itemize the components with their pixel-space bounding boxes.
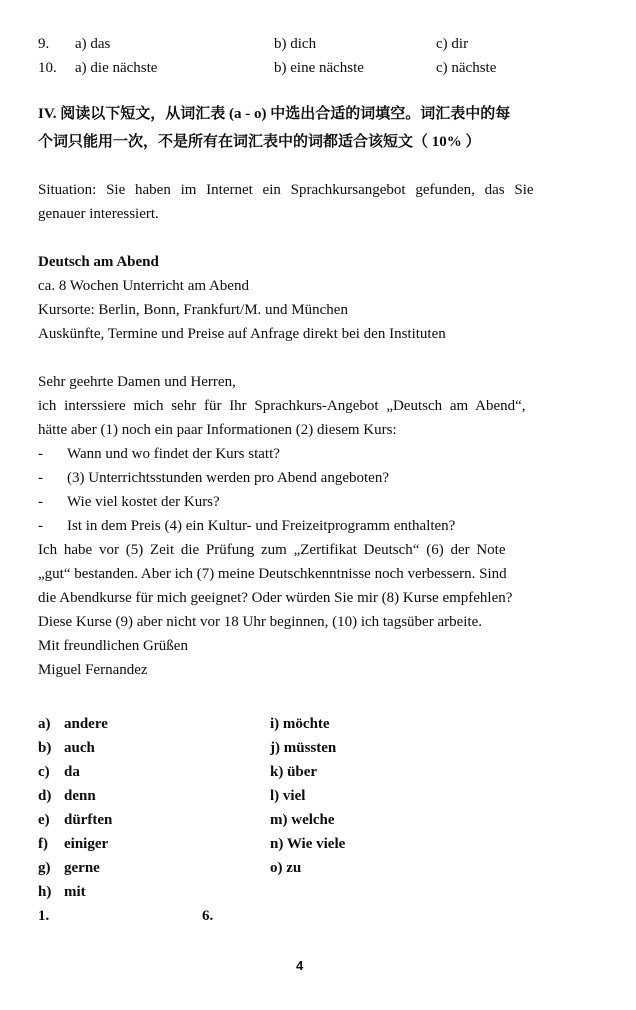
bullet-dash: - bbox=[38, 494, 43, 510]
bullet-item bbox=[38, 442, 598, 466]
question-number: 9. bbox=[38, 36, 50, 52]
option-c: c) nächste bbox=[436, 60, 497, 76]
vocab-word: einiger bbox=[64, 836, 109, 852]
situation-line-2: genauer interessiert. bbox=[38, 206, 159, 222]
vocab-item: o) zu bbox=[270, 860, 302, 876]
vocab-item bbox=[38, 736, 238, 760]
section-iv-instructions bbox=[38, 100, 598, 156]
bullet-dash: - bbox=[38, 470, 43, 486]
letter-line: Diese Kurse (9) aber nicht vor 18 Uhr beginnen, (10) ich tagsüber arbeite. bbox=[38, 614, 483, 630]
letter-signature: Miguel Fernandez bbox=[38, 662, 148, 678]
letter-line: „gut“ bestanden. Aber ich (7) meine Deutschkenntnisse noch verbessern. Sind bbox=[38, 566, 507, 582]
option-b: b) eine nächste bbox=[274, 60, 364, 76]
option-a: a) die nächste bbox=[75, 60, 158, 76]
vocab-item bbox=[38, 832, 238, 856]
vocab-letter: e) bbox=[38, 812, 50, 828]
bullet-text: Ist in dem Preis (4) ein Kultur- und Freizeitprogramm enthalten? bbox=[67, 518, 456, 534]
mc-question-9 bbox=[38, 32, 618, 56]
bullet-dash: - bbox=[38, 446, 43, 462]
vocab-letter: a) bbox=[38, 716, 51, 732]
vocab-word: andere bbox=[64, 716, 108, 732]
option-a: a) das bbox=[75, 36, 111, 52]
vocab-item bbox=[38, 856, 238, 880]
vocab-letter: f) bbox=[38, 836, 48, 852]
answer-slot-1: 1. bbox=[38, 908, 50, 924]
vocab-item bbox=[38, 712, 238, 736]
vocab-item bbox=[38, 760, 238, 784]
letter-salutation: Sehr geehrte Damen und Herren, bbox=[38, 374, 236, 390]
vocab-letter: c) bbox=[38, 764, 50, 780]
vocab-item bbox=[38, 784, 238, 808]
vocab-word: da bbox=[64, 764, 80, 780]
vocab-letter: h) bbox=[38, 884, 52, 900]
vocab-item: l) viel bbox=[270, 788, 306, 804]
vocab-item: n) Wie viele bbox=[270, 836, 346, 852]
question-number: 10. bbox=[38, 60, 57, 76]
vocab-word: gerne bbox=[64, 860, 100, 876]
ad-title: Deutsch am Abend bbox=[38, 254, 159, 270]
ad-line-2: Kursorte: Berlin, Bonn, Frankfurt/M. und München bbox=[38, 302, 348, 318]
vocab-item: m) welche bbox=[270, 812, 335, 828]
letter-line: die Abendkurse für mich geeignet? Oder würden Sie mir (8) Kurse empfehlen? bbox=[38, 590, 513, 606]
vocab-item: j) müssten bbox=[270, 740, 337, 756]
vocab-word: auch bbox=[64, 740, 95, 756]
vocab-letter: g) bbox=[38, 860, 51, 876]
bullet-text: (3) Unterrichtsstunden werden pro Abend angeboten? bbox=[67, 470, 389, 486]
vocab-word: mit bbox=[64, 884, 86, 900]
option-c: c) dir bbox=[436, 36, 469, 52]
letter-line: hätte aber (1) noch ein paar Informationen (2) diesem Kurs: bbox=[38, 422, 397, 438]
letter-line: ich interssiere mich sehr für Ihr Sprachkurs-Angebot „Deutsch am Abend“, bbox=[38, 398, 526, 414]
instructions-line-1: IV. 阅读以下短文，从词汇表 (a - o) 中选出合适的词填空。词汇表中的每 bbox=[38, 106, 511, 122]
bullet-text: Wie viel kostet der Kurs? bbox=[67, 494, 220, 510]
bullet-text: Wann und wo findet der Kurs statt? bbox=[67, 446, 280, 462]
bullet-item bbox=[38, 514, 598, 538]
situation-line-1: Situation: Sie haben im Internet ein Sprachkursangebot gefunden, das Sie bbox=[38, 182, 534, 198]
bullet-item bbox=[38, 490, 598, 514]
vocab-letter: b) bbox=[38, 740, 52, 756]
ad-line-1: ca. 8 Wochen Unterricht am Abend bbox=[38, 278, 249, 294]
situation-text bbox=[38, 178, 598, 226]
vocab-item bbox=[38, 808, 238, 832]
course-advertisement bbox=[38, 250, 598, 346]
letter bbox=[38, 370, 598, 682]
option-b: b) dich bbox=[274, 36, 317, 52]
ad-line-3: Auskünfte, Termine und Preise auf Anfrage direkt bei den Instituten bbox=[38, 326, 446, 342]
bullet-item bbox=[38, 466, 598, 490]
mc-question-10 bbox=[38, 56, 618, 80]
page-number: 4 bbox=[296, 958, 304, 973]
vocab-letter: d) bbox=[38, 788, 52, 804]
bullet-dash: - bbox=[38, 518, 43, 534]
letter-closing: Mit freundlichen Grüßen bbox=[38, 638, 188, 654]
vocab-item bbox=[38, 880, 238, 904]
vocab-word: dürften bbox=[64, 812, 113, 828]
vocab-word: denn bbox=[64, 788, 96, 804]
letter-line: Ich habe vor (5) Zeit die Prüfung zum „Zertifikat Deutsch“ (6) der Note bbox=[38, 542, 506, 558]
instructions-line-2: 个词只能用一次，不是所有在词汇表中的词都适合该短文（ 10% ） bbox=[38, 134, 481, 150]
vocab-item: k) über bbox=[270, 764, 318, 780]
vocab-item: i) möchte bbox=[270, 716, 330, 732]
answer-slot-6: 6. bbox=[202, 908, 214, 924]
